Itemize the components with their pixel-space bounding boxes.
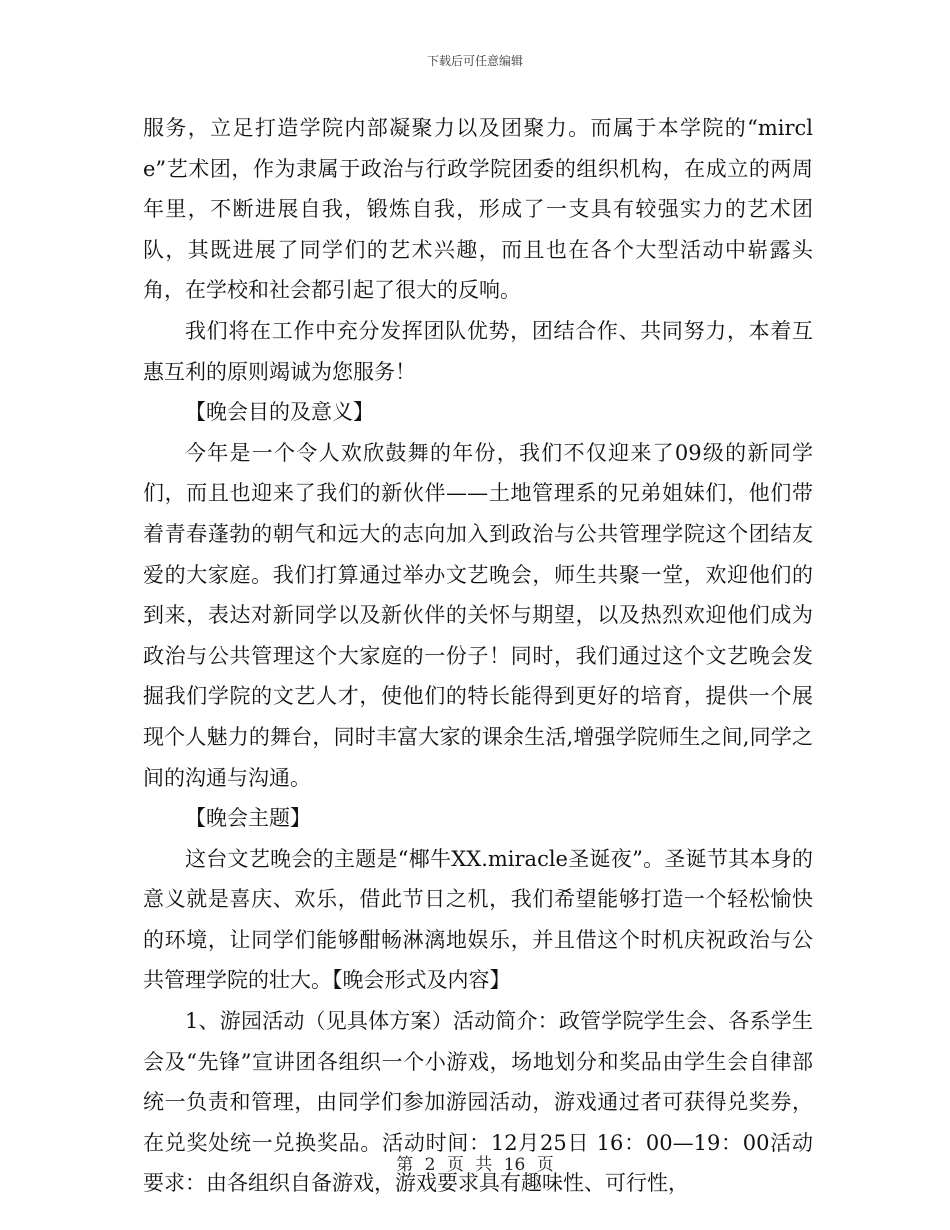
paragraph-purpose: 今年是一个令人欢欣鼓舞的年份，我们不仅迎来了09级的新同学们，而且也迎来了我们的新伙伴——土地管理系的兄弟姐妹们，他们带着青春蓬勃的朝气和远大的志向加入到政治与公共管理学院这个团结友爱的大家庭。我们打算通过举办文艺晚会，师生共聚一堂，欢迎他们的到来，表达对新同学以及新伙伴的关怀与期望，以及热烈欢迎他们成为政治与公共管理这个大家庭的一份子！同时，我们通过这个文艺晚会发掘我们学院的文艺人才，使他们的特长能得到更好的培育，提供一个展现个人魅力的舞台，同时丰富大家的课余生活,增强学院师生之间,同学之间的沟通与沟通。 [143, 440, 813, 790]
page-header: 下载后可任意编辑 [426, 54, 523, 68]
section-heading-theme: 【晚会主题】 [185, 806, 311, 831]
section-heading-purpose: 【晚会目的及意义】 [185, 400, 374, 425]
document-body [143, 108, 813, 1204]
paragraph-continuation: 服务，立足打造学院内部凝聚力以及团聚力。而属于本学院的“mircle”艺术团，作为隶属于政治与行政学院团委的组织机构，在成立的两周年里，不断进展自我，锻炼自我，形成了一支具有较强实力的艺术团队，其既进展了同学们的艺术兴趣，而且也在各个大型活动中崭露头角，在学校和社会都引起了很大的反响。 [143, 116, 813, 303]
page-footer: 第 2 页 共 16 页 [396, 1155, 554, 1175]
paragraph-activity-1: 1、游园活动（见具体方案）活动简介：政管学院学生会、各系学生会及“先锋”宣讲团各组织一个小游戏，场地划分和奖品由学生会自律部统一负责和管理，由同学们参加游园活动，游戏通过者可获得兑奖券，在兑奖处统一兑换奖品。活动时间：12月25日 16：00—19：00活动要求：由各组织自备游戏，游戏要求具有趣味性、可行性， [143, 1009, 813, 1196]
paragraph-service-commitment: 我们将在工作中充分发挥团队优势，团结合作、共同努力，本着互惠互利的原则竭诚为您服务！ [143, 318, 813, 384]
paragraph-theme: 这台文艺晚会的主题是“椰牛XX.miracle圣诞夜”。圣诞节其本身的意义就是喜庆、欢乐，借此节日之机，我们希望能够打造一个轻松愉快的环境，让同学们能够酣畅淋漓地娱乐，并且借这个时机庆祝政治与公共管理学院的壮大。【晚会形式及内容】 [143, 846, 813, 993]
